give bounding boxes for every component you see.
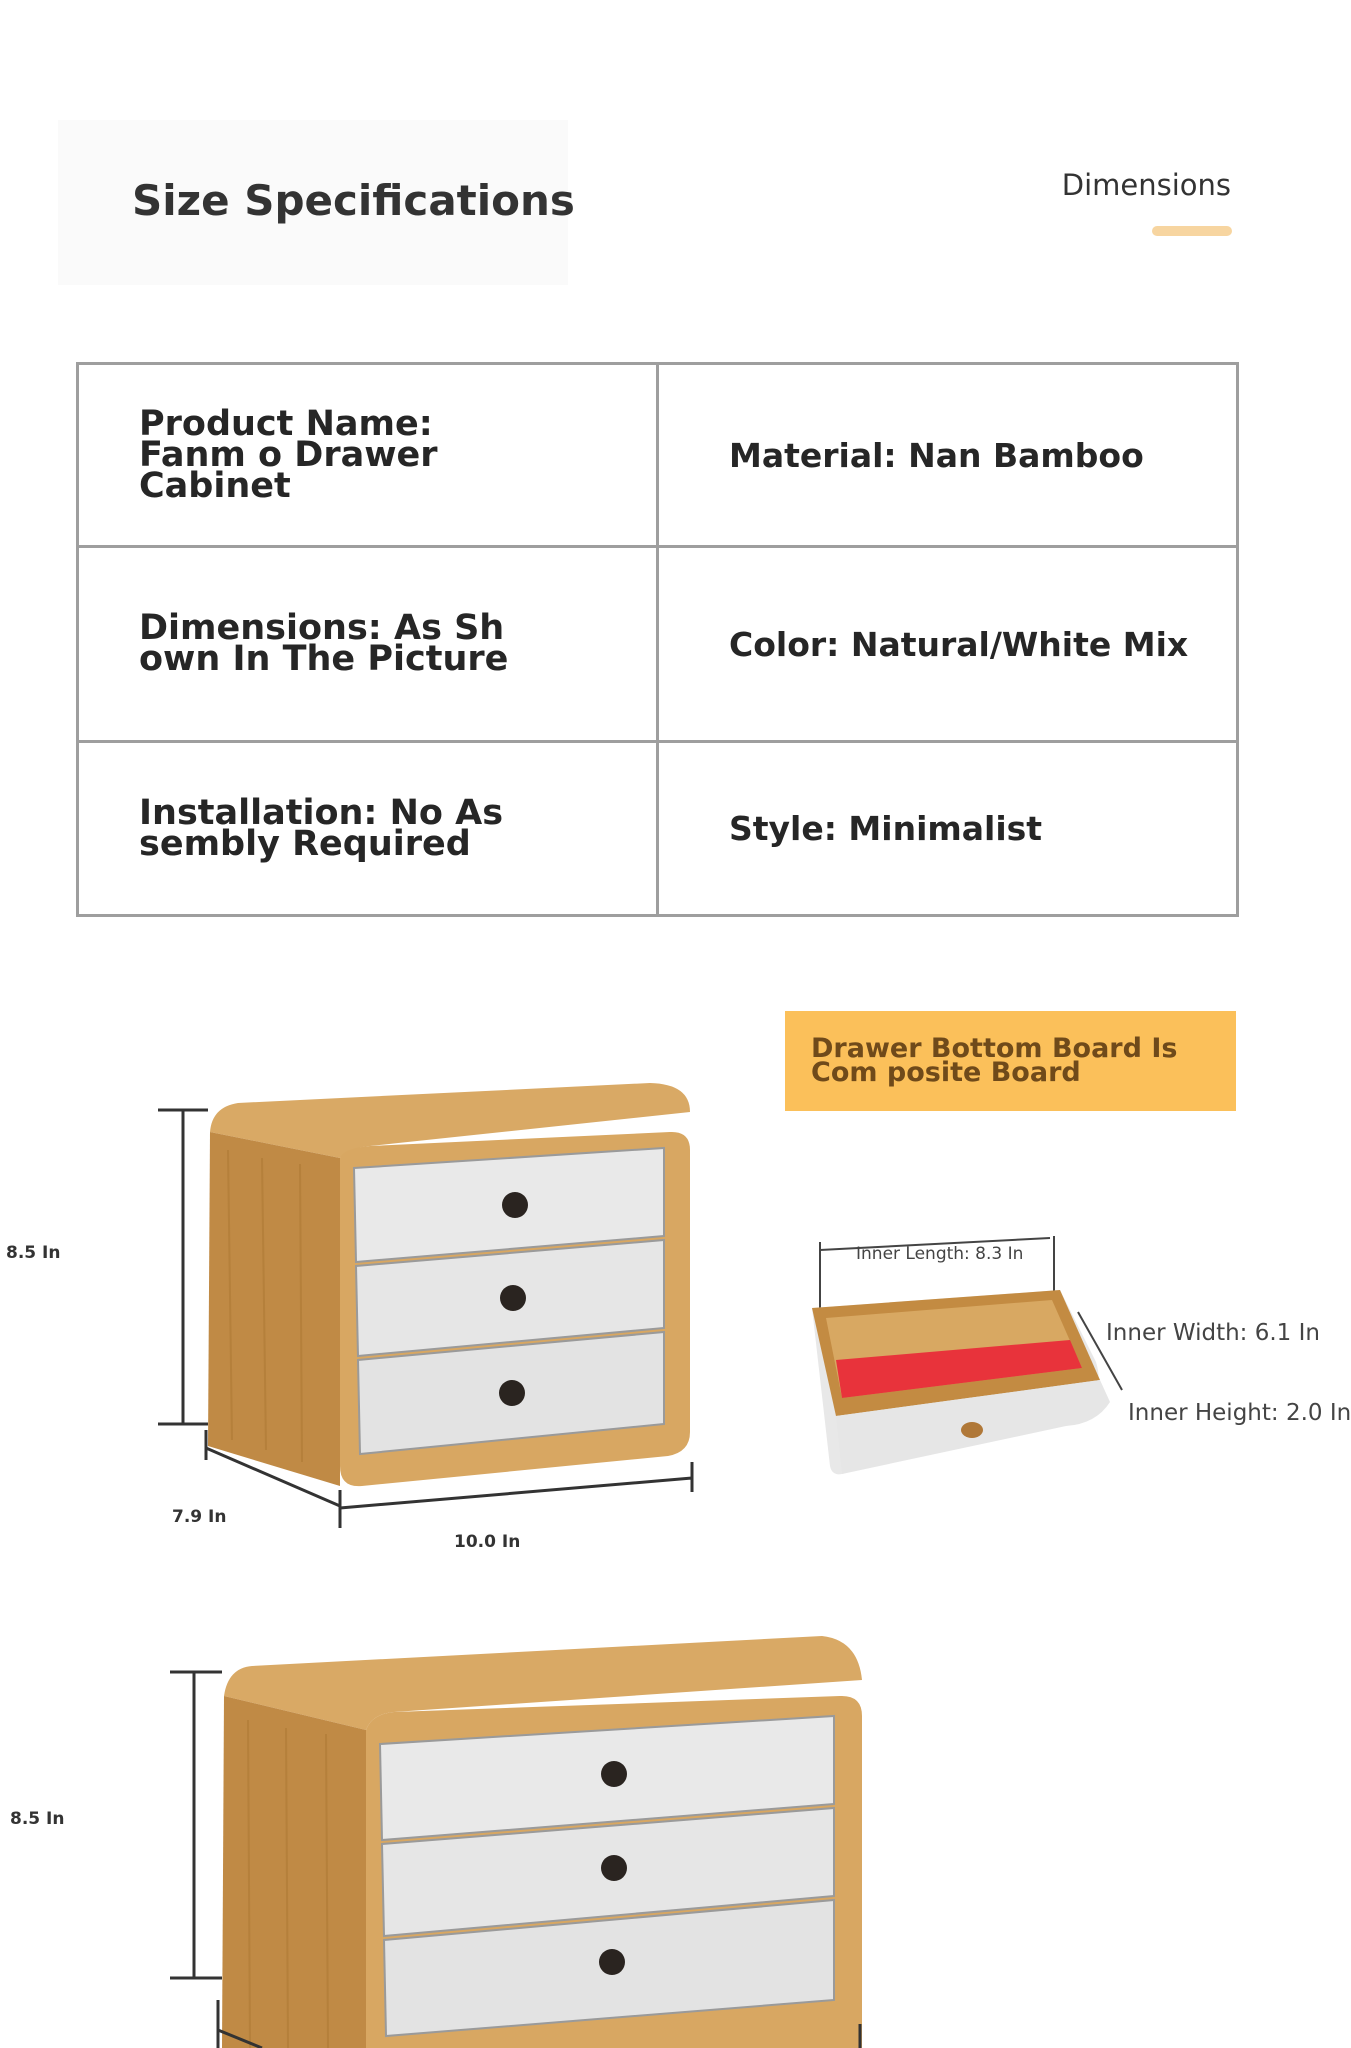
inner-length-label: Inner Length: 8.3 In [856, 1244, 1024, 1264]
spec-installation: Installation: No As sembly Required [78, 742, 658, 916]
cabinet-width-label: 10.0 In [454, 1532, 521, 1552]
cabinet-depth-label: 7.9 In [172, 1507, 227, 1527]
spec-product-name: Product Name: Fanm o Drawer Cabinet [78, 364, 658, 547]
spec-style: Style: Minimalist [658, 742, 1238, 916]
page-title: Size Specifications [132, 176, 575, 225]
inner-height-label: Inner Height: 2.0 In [1128, 1400, 1351, 1426]
dimensions-tag[interactable]: Dimensions [1061, 168, 1231, 202]
cabinet-illustration-2 [170, 1636, 862, 2048]
spec-material: Material: Nan Bamboo [658, 364, 1238, 547]
drawer-illustration [812, 1236, 1122, 1474]
inner-width-label: Inner Width: 6.1 In [1106, 1320, 1320, 1346]
spec-dimensions: Dimensions: As Sh own In The Picture [78, 547, 658, 742]
drawer-bottom-banner: Drawer Bottom Board Is Com posite Board [785, 1011, 1236, 1111]
spec-color: Color: Natural/White Mix [658, 547, 1238, 742]
cabinet-height-label: 8.5 In [6, 1243, 61, 1263]
cabinet-illustration-1 [158, 1083, 692, 1528]
cabinet2-height-label: 8.5 In [10, 1809, 65, 1829]
